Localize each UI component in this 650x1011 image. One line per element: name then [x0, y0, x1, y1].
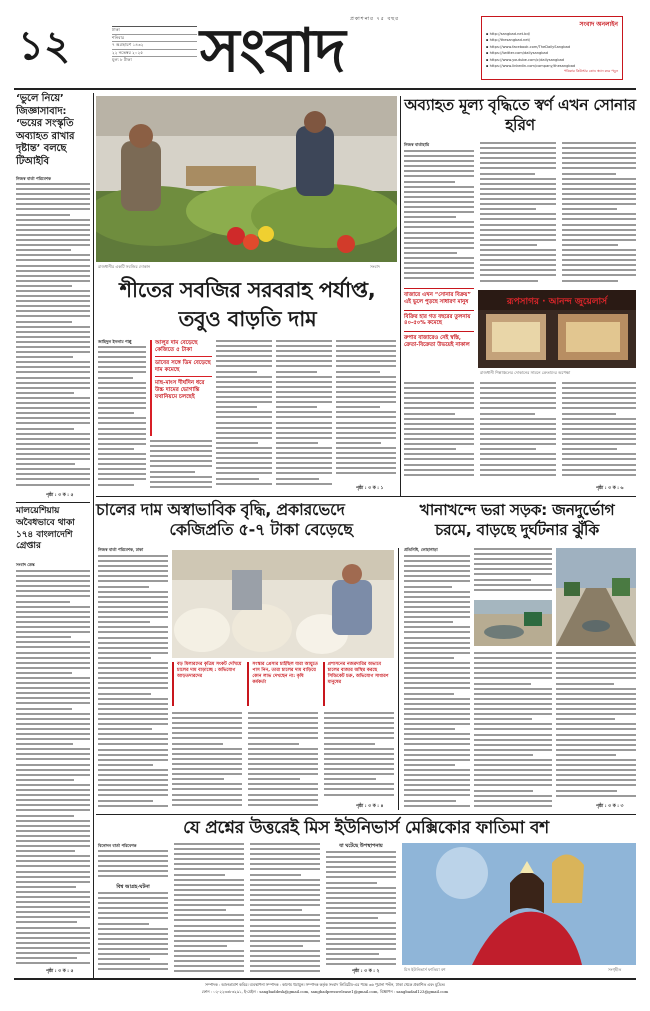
- road-body-col1: [404, 555, 470, 810]
- story2-headline: মালয়েশিয়ায় অবৈধভাবে থাকা ১৭৪ বাংলাদেশি গ্রেপ্তার: [16, 506, 75, 552]
- gold-side-item-2: বিক্রির হার গত বছরের তুলনায় ৪০-৫০% কমেছে: [404, 310, 474, 332]
- social-box-title: সংবাদ অনলাইন: [579, 21, 618, 28]
- brand-tagline: প্রকাশনার ৭৫ বছর: [350, 16, 400, 22]
- mid-rule: [96, 496, 636, 497]
- story1-headline: ‘ভুলে নিয়ে’ জিজ্ঞাসাবাদ: ‘ভয়ের সংস্কৃতি অব্যাহত রাখার দৃষ্টান্ত’ বলছে টিআইবি: [16, 93, 75, 167]
- footer-rule: [14, 978, 636, 980]
- footer-contacts: ফোন : ০২-২২৩৩৮৩২৯১, ই-মেইল : sangbaddesk@gmail.com, sangbadpressrelease1@gmail.com, বিজ্ঞাপন : sangbadad123@gmail.com: [201, 989, 449, 994]
- rice-headline-line1: চালের দাম অস্বাভাবিক বৃদ্ধি, প্রকারভেদে: [96, 500, 345, 519]
- lead-continued: পৃষ্ঠা : ৩ ক : ১: [356, 486, 384, 491]
- lead-body-col5: [336, 340, 396, 482]
- lead-highlight-1: আলুর দাম বেড়েছে কেজিতে ৫ টাকা: [155, 340, 212, 357]
- page-number: ১২: [18, 22, 70, 69]
- rice-road-divider: [398, 548, 399, 810]
- story1-continued: পৃষ্ঠা : ৩ ক : ৫: [46, 493, 74, 498]
- rice-bullet-3: প্রশাসনের নজরদারির অভাবে চালের বাজার অস্থির করছে সিন্ডিকেট চক্র, অভিযোগ সাধারণ মানুষের: [323, 662, 394, 706]
- mu-body-col1b: [98, 892, 168, 976]
- mu-subheading2: যা ঘটেছে উপস্থাপনায়: [339, 843, 383, 849]
- masthead-rule: [14, 88, 636, 90]
- road-body-col4: [556, 652, 636, 802]
- social-link[interactable]: ▪ https://twitter.com/dailysangbad: [486, 51, 549, 56]
- mu-body-col3: [250, 843, 320, 976]
- damaged-road-photo: [556, 548, 636, 646]
- miss-universe-photo: [402, 843, 636, 965]
- social-link[interactable]: ▪ http://thesangbad.net/: [486, 38, 531, 43]
- gold-photo-caption: রাজধানী শিল্পাঞ্চলের দোকানের সামনে ক্রেতাদের অপেক্ষা: [480, 370, 571, 375]
- social-link[interactable]: ▪ https://www.facebook.com/TheDailySangbad: [486, 44, 571, 49]
- issue-price: মূল্য ৮ টাকা: [112, 56, 197, 64]
- mu-body-col2: [174, 843, 244, 976]
- rice-continued: পৃষ্ঠা : ৩ ক : ৪: [356, 804, 384, 809]
- lead-byline: জাহিদুল ইসলাম পাপ্পু: [98, 339, 132, 344]
- issue-date: ২২ নভেম্বর ২০২৫: [112, 49, 197, 57]
- issue-bangla-date: ৭ অগ্রহায়ণ ১৪৩২: [112, 41, 197, 49]
- mu-photo-credit: সংগৃহীত: [608, 967, 622, 972]
- social-links-list: [486, 31, 618, 69]
- lower-rule: [96, 814, 636, 815]
- mu-subheading: বিশ্ব আগ্রহ-ঘটনা: [116, 884, 150, 890]
- rice-body-col3: [248, 712, 318, 810]
- gold-continued: পৃষ্ঠা : ৩ ক : ৬: [596, 486, 624, 491]
- rice-bullets: [172, 662, 394, 706]
- social-box: [481, 16, 623, 80]
- rice-body-col2: [172, 712, 242, 810]
- road-puddle-photo: [474, 600, 552, 646]
- jewellery-shop-photo: [478, 290, 636, 368]
- road-byline: প্রতিনিধি, লোহাগাড়া: [404, 547, 438, 552]
- mu-continued: পৃষ্ঠা : ৩ ক : ২: [352, 969, 380, 974]
- left-column-rule: [93, 93, 94, 978]
- lead-body-col1: [98, 346, 146, 491]
- gold-body-col6: [562, 382, 636, 482]
- rice-body-col1: [98, 555, 168, 810]
- gold-body-col2: [480, 142, 556, 285]
- lead-highlight-3: মাছ-মাংস দীর্ঘদিন ধরে উচ্চ দামের ভোগান্তি যথানিয়মে চলছেই: [155, 380, 205, 400]
- gold-side-items: [404, 288, 474, 353]
- social-link[interactable]: ▪ https://www.linkedin.com/company/thesangbad: [486, 64, 576, 69]
- issue-city: ঢাকা: [112, 27, 120, 32]
- road-headline-line2: চরমে, বাড়ছে দুর্ঘটনার ঝুঁকি: [435, 521, 599, 539]
- road-headline-line1: খানাখন্দে ভরা সড়ক: জনদুর্ভোগ: [419, 501, 615, 519]
- lead-highlight-box: [150, 340, 212, 436]
- gold-body-col4: [404, 382, 474, 482]
- rice-bullet-1: বড় মিলারদের কৃত্রিম সংকট দেখিয়ে চালের দাম বাড়াচ্ছে : অভিযোগ আড়তদারদের: [172, 662, 243, 706]
- rice-body-col4: [324, 712, 394, 802]
- rice-bullet-2: সংস্কার প্রেসার চাইছিল যারা আয়ুতে পাস নিন, তারা চালের দাম বাড়িয়ে কোন লাভ দেখছেন না: কৃষি কর্মকর্তা: [247, 662, 318, 706]
- gold-body-col5: [480, 382, 556, 482]
- rice-headline-line2: কেজিপ্রতি ৫-৭ টাকা বেড়েছে: [169, 520, 353, 539]
- road-body-col3: [474, 652, 552, 810]
- lead-highlight-2: ডাবের সঙ্গে ডিম বেড়েছে দাম কমেছে: [155, 360, 212, 377]
- story2-continued: পৃষ্ঠা : ৩ ক : ৫: [46, 969, 74, 974]
- vegetable-market-photo: [96, 96, 397, 262]
- lead-body-col4: [276, 340, 332, 490]
- gold-headline: অব্যাহত মূল্য বৃদ্ধিতে স্বর্ণ এখন সোনার হরিণ: [404, 96, 636, 134]
- shop-sign: রূপসাগর · আনন্দ জুয়েলার্স: [506, 297, 608, 307]
- lead-body-col2: [150, 440, 212, 490]
- rice-market-photo: [172, 550, 394, 658]
- gold-byline: নিজস্ব বার্তাহারি: [404, 142, 430, 147]
- footer-imprint: সম্পাদক : আলতামাশ কবির। ব্যবস্থাপনা সম্পাদক : কাশেম হুমায়ুন। সম্পাদক কর্তৃক সংবাদ লিমিটেড-এর পক্ষে ৩৬ পুরানা পল্টন, ঢাকা থেকে প্রকাশিত এবং মুদ্রিত।: [204, 982, 446, 987]
- story1-byline: নিজস্ব বার্তা পরিবেশক: [16, 176, 51, 181]
- social-link[interactable]: ▪ http://sangbad.net.bd/: [486, 32, 530, 36]
- story1-body: [16, 183, 90, 490]
- brand-logo: সংবাদ: [200, 16, 345, 86]
- lead-headline-line2: তবুও বাড়তি দাম: [178, 307, 317, 331]
- story2-body: [16, 570, 90, 968]
- road-continued: পৃষ্ঠা : ৩ ক : ৩: [596, 804, 624, 809]
- issue-day: শনিবার: [112, 34, 197, 42]
- gold-body-col3: [562, 142, 636, 285]
- lead-photo-caption: রাজধানীর একটি সবজির দোকান: [98, 264, 151, 269]
- mu-body-col1: [98, 850, 168, 882]
- miss-universe-byline: বিনোদন বার্তা পরিবেশক: [98, 843, 137, 848]
- lead-headline-line1: শীতের সবজির সরবরাহ পর্যাপ্ত,: [119, 278, 376, 302]
- lead-photo-credit: সংবাদ: [370, 264, 380, 269]
- road-body-col2: [474, 548, 552, 596]
- gold-side-item-1: বাজারে এখন “সোনার বিক্রয়” এই ভুলে পুড়ছে সাধারণ মানুষ: [404, 288, 474, 310]
- miss-universe-headline: যে প্রশ্নের উত্তরেই মিস ইউনিভার্স মেক্সিকোর ফাতিমা বশ: [183, 818, 549, 838]
- qr-note: পত্রিকার কিউআর কোড স্ক্যান করে পড়ুন: [563, 69, 618, 74]
- gold-body-col1: [404, 150, 474, 285]
- lead-body-col3: [216, 340, 272, 490]
- center-column-rule: [400, 96, 401, 496]
- gold-side-item-3: রুপার বাজারেও নেই স্বস্তি, ক্রেতা-বিক্রেতা উভয়েই নাকাল: [404, 331, 474, 353]
- rice-byline: নিজস্ব বার্তা পরিবেশক, ঢাকা: [98, 547, 144, 552]
- left-divider: [16, 502, 90, 503]
- issue-info: [112, 26, 197, 64]
- story2-byline: সংবাদ ডেস্ক: [16, 562, 35, 567]
- mu-body-col4: [326, 851, 396, 969]
- mu-photo-caption: মিস ইউনিভার্স ফাতিমা বশ: [404, 967, 446, 972]
- social-link[interactable]: ▪ https://www.youtube.com/c/dailysangbad: [486, 57, 565, 62]
